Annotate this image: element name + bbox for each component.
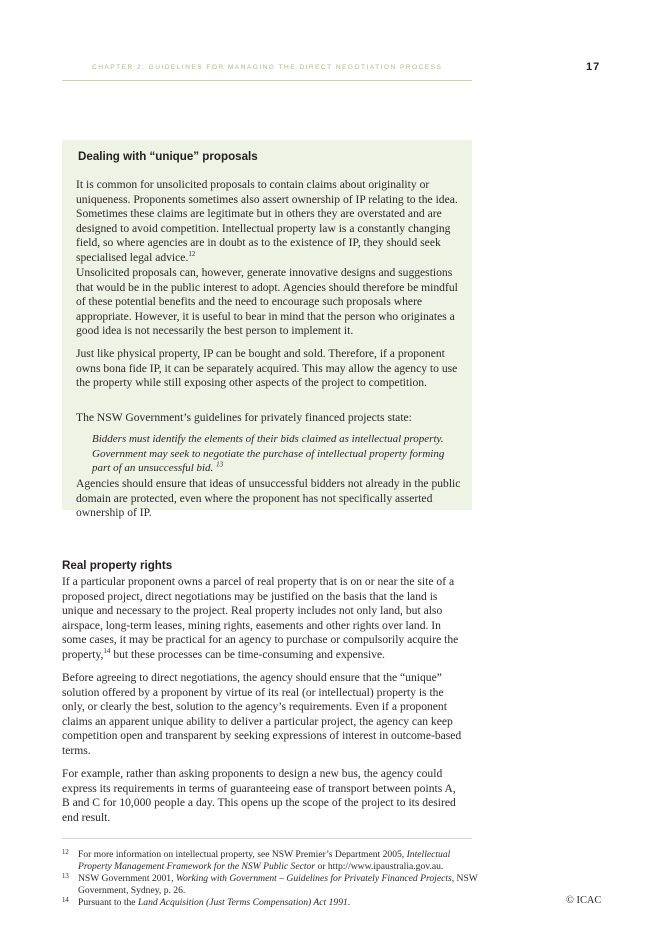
footnote-ref-12: 12 — [188, 250, 196, 259]
footnote-number: 13 — [62, 873, 69, 880]
footnote-number: 14 — [62, 897, 69, 904]
footnote-12: 12 For more information on intellectual property, see NSW Premier’s Department 2005, Intellectual Property Management Framework for the NSW Public Sector or http://www.ipaustralia.gov.au. — [62, 849, 451, 873]
footnote-ref-14: 14 — [103, 647, 111, 656]
page-number: 17 — [586, 61, 601, 73]
box-paragraph-physical-property: Just like physical property, IP can be bought and sold. Therefore, if a proponent owns bona fide IP, it can be separately acquired. This may allow the agency to use the property while still exposing other aspects of the project to competition. — [76, 347, 458, 390]
chapter-header: CHAPTER 2: GUIDELINES FOR MANAGING THE DIRECT NEGOTIATION PROCESS — [92, 64, 443, 71]
header-rule — [62, 80, 472, 81]
footnote-rule — [62, 838, 472, 839]
section-paragraph-before-agreeing: Before agreeing to direct negotiations, the agency should ensure that the “unique” solution offered by a proponent by virtue of its real (or intellectual) property is the only, or clearly the best, solution to the agency’s requirements. Even if a proponent claims an apparent unique ability to deliver a particular project, the agency can keep competition open and transparent by seeking expressions of interest in outcome-based terms. — [62, 671, 462, 757]
section-paragraph-real-property: If a particular proponent owns a parcel of real property that is on or near the site of a proposed project, direct negotiations may be justified on the basis that the land is unique and necessary to the project. Real property includes not only land, but also airspace, long-term leases, mining rights, easements and other rights over land. In some cases, it may be practical for an agency to purchase or compulsorily acquire the property,$^{14}$ but these processes can be time-consuming and expensive. — [62, 575, 459, 661]
box-paragraph-unsuccessful-bidders: Agencies should ensure that ideas of unsuccessful bidders not already in the public domain are protected, even where the proponent has not specifically asserted ownership of IP. — [76, 477, 461, 520]
footnote-number: 12 — [62, 849, 69, 856]
footnote-14: 14 Pursuant to the Land Acquisition (Just Terms Compensation) Act 1991. — [62, 897, 351, 908]
footnote-ref-13: 13 — [216, 460, 224, 469]
box-paragraph-nsw-guidelines: The NSW Government’s guidelines for privately financed projects state: — [76, 411, 412, 424]
box-paragraph-innovative-designs: Unsolicited proposals can, however, generate innovative designs and suggestions that would be in the public interest to adopt. Agencies should therefore be mindful of these potential benefits and the need to encourage such proposals where appropriate. However, it is useful to bear in mind that the person who originates a good idea is not necessarily the best person to implement it. — [76, 266, 458, 338]
box-quote: Bidders must identify the elements of their bids claimed as intellectual property. Government may seek to negotiate the purchase of intellectual property forming part of an unsuccessful bid. $^{13}$ — [92, 433, 445, 475]
box-paragraph-ip-claims: It is common for unsolicited proposals to contain claims about originality or uniqueness. Proponents sometimes also assert ownership of IP relating to the idea. Sometimes these claims are legitimate but in others they are overstated and are designed to avoid competition. Intellectual property law is a constantly changing field, so where agencies are in doubt as to the existence of IP, they should seek specialised legal advice.$^{12}$ — [76, 178, 458, 264]
footnote-13: 13 NSW Government 2001, Working with Government – Guidelines for Privately Financed Projects, NSW Government, Sydney, p. 26. — [62, 873, 478, 897]
section-heading: Real property rights — [62, 559, 173, 572]
copyright: © ICAC — [566, 895, 602, 906]
box-heading: Dealing with “unique” proposals — [78, 150, 258, 163]
section-paragraph-bus-example: For example, rather than asking proponents to design a new bus, the agency could express its requirements in terms of guaranteeing ease of transport between points A, B and C for 10,000 people a day. This opens up the scope of the project to its desired end result. — [62, 767, 456, 824]
